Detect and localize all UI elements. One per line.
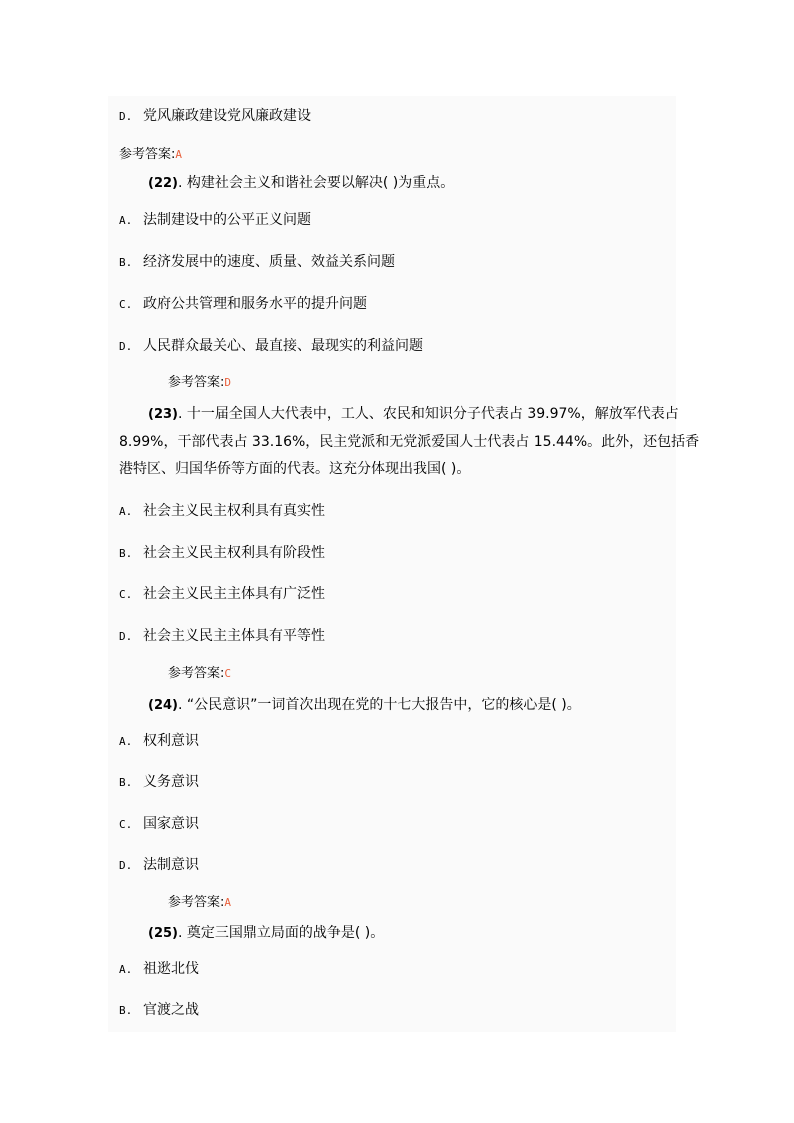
option-text: 官渡之战	[143, 1002, 199, 1018]
option-a	[119, 211, 311, 230]
option-text: 社会主义民主权利具有阶段性	[143, 545, 325, 561]
option-a	[119, 960, 199, 979]
option-d	[119, 856, 199, 875]
question-number: (23)	[148, 407, 178, 422]
reference-answer	[119, 145, 182, 164]
question-text: . “公民意识”一词首次出现在党的十七大报告中，它的核心是( )。	[177, 697, 581, 713]
option-text: 政府公共管理和服务水平的提升问题	[143, 296, 367, 312]
option-letter: A.	[119, 505, 133, 518]
option-text: 义务意识	[143, 774, 199, 790]
option-a	[119, 732, 199, 751]
option-b	[119, 544, 325, 563]
option-text: 社会主义民主主体具有平等性	[143, 628, 325, 644]
option-letter: B.	[119, 256, 133, 269]
option-letter: C.	[119, 818, 133, 831]
option-text: 权利意识	[143, 733, 199, 749]
option-letter: D.	[119, 630, 133, 643]
reference-answer	[168, 373, 231, 392]
option-c	[119, 295, 367, 314]
reference-answer	[168, 893, 231, 912]
question-text: . 构建社会主义和谐社会要以解决( )为重点。	[177, 175, 455, 191]
option-d	[119, 107, 311, 126]
answer-value: A	[224, 896, 232, 909]
option-a	[119, 502, 325, 521]
question-number: (22)	[148, 176, 178, 191]
option-text: 党风廉政建设党风廉政建设	[143, 108, 311, 124]
option-text: 祖逖北伐	[143, 961, 199, 977]
answer-value: C	[224, 667, 232, 680]
option-text: 社会主义民主权利具有真实性	[143, 503, 325, 519]
option-letter: B.	[119, 1004, 133, 1017]
option-c	[119, 815, 199, 834]
option-b	[119, 1001, 199, 1020]
option-letter: B.	[119, 776, 133, 789]
option-c	[119, 585, 325, 604]
question-25-stem	[148, 924, 384, 943]
option-text: 法制意识	[143, 857, 199, 873]
question-23-stem	[148, 402, 679, 427]
option-text: 法制建设中的公平正义问题	[143, 212, 311, 228]
option-b	[119, 773, 199, 792]
option-text: 人民群众最关心、最直接、最现实的利益问题	[143, 338, 423, 354]
option-text: 国家意识	[143, 816, 199, 832]
question-24-stem	[148, 696, 581, 715]
option-letter: C.	[119, 298, 133, 311]
answer-value: A	[175, 148, 183, 161]
question-23-stem-line2	[119, 430, 699, 455]
question-22-stem	[148, 174, 454, 193]
option-letter: A.	[119, 735, 133, 748]
reference-answer	[168, 664, 231, 683]
option-letter: A.	[119, 963, 133, 976]
option-b	[119, 253, 395, 272]
option-d	[119, 337, 423, 356]
question-text: 8.99%，干部代表占 33.16%，民主党派和无党派爱国人士代表占 15.44%。此外，还包括香	[119, 434, 700, 450]
option-text: 社会主义民主主体具有广泛性	[143, 586, 325, 602]
option-letter: D.	[119, 859, 133, 872]
question-23-stem-line3	[119, 457, 470, 482]
answer-label: 参考答案:	[168, 895, 225, 910]
answer-label: 参考答案:	[168, 666, 225, 681]
page-background-band	[108, 96, 676, 1032]
question-text: . 十一届全国人大代表中，工人、农民和知识分子代表占 39.97%，解放军代表占	[177, 406, 679, 422]
option-letter: D.	[119, 340, 133, 353]
question-number: (25)	[148, 926, 178, 941]
question-text: . 奠定三国鼎立局面的战争是( )。	[177, 925, 385, 941]
option-letter: C.	[119, 588, 133, 601]
option-letter: A.	[119, 214, 133, 227]
answer-label: 参考答案:	[168, 375, 225, 390]
answer-label: 参考答案:	[119, 147, 176, 162]
option-text: 经济发展中的速度、质量、效益关系问题	[143, 254, 395, 270]
question-text: 港特区、归国华侨等方面的代表。这充分体现出我国( )。	[119, 461, 471, 477]
option-d	[119, 627, 325, 646]
answer-value: D	[224, 376, 232, 389]
question-number: (24)	[148, 698, 178, 713]
option-letter: D.	[119, 110, 133, 123]
option-letter: B.	[119, 547, 133, 560]
